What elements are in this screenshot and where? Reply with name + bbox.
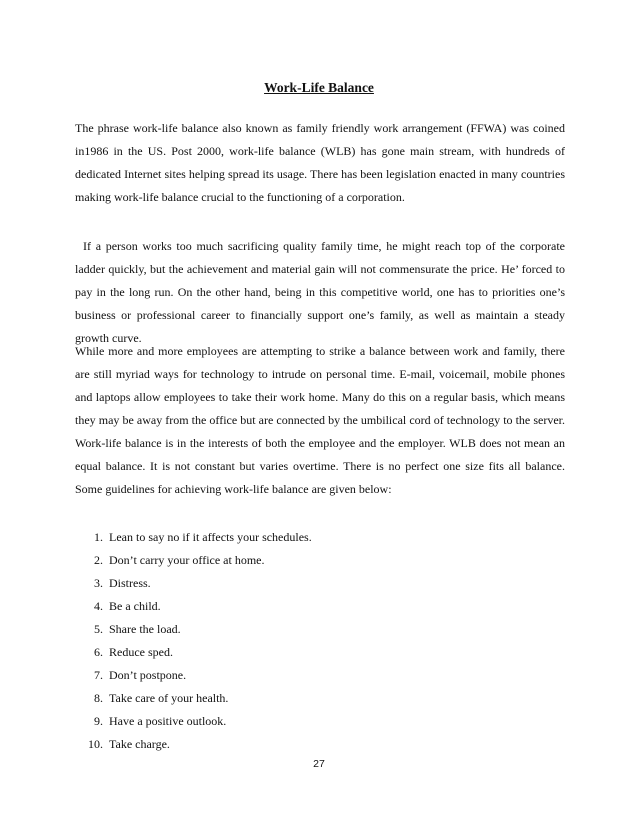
list-item — [79, 526, 479, 549]
paragraph-intro: The phrase work-life balance also known as family friendly work arrangement (FFWA) was coined in1986 in the US. Post 2000, work-life balance (WLB) has gone main stream, with hundreds of dedicated Internet sites helping spread its usage. There has been legislation enacted in many countries making work-life balance crucial to the functioning of a corporation. — [75, 121, 565, 204]
list-item-number: 5. — [94, 622, 103, 636]
list-item-text: Have a positive outlook. — [109, 714, 227, 728]
list-item-number: 10. — [88, 737, 103, 751]
list-item-text: Don’t postpone. — [109, 668, 187, 682]
list-item-number: 7. — [94, 668, 103, 682]
list-item — [79, 664, 479, 687]
list-item-number: 4. — [94, 599, 103, 613]
list-item-text: Don’t carry your office at home. — [109, 553, 265, 567]
list-item-text: Take care of your health. — [109, 691, 229, 705]
list-item — [79, 710, 479, 733]
list-item — [79, 618, 479, 641]
list-item-number: 3. — [94, 576, 103, 590]
list-item — [79, 549, 479, 572]
list-item — [79, 733, 479, 756]
list-item-number: 8. — [94, 691, 103, 705]
list-item-text: Take charge. — [109, 737, 170, 751]
list-item — [79, 641, 479, 664]
paragraph-technology: While more and more employees are attempting to strike a balance between work and family, there are still myriad ways for technology to intrude on personal time. E-mail, voicemail, mobile phones and laptops allow employees to take their work home. Many do this on a regular basis, which means they may be away from the office but are connected by the umbilical cord of technology to the server. Work-life balance is in the interests of both the employee and the employer. WLB does not mean an equal balance. It is not constant but varies overtime. There is no perfect one size fits all balance. Some guidelines for achieving work-life balance are given below: — [75, 344, 565, 496]
list-item — [79, 687, 479, 710]
list-item-number: 2. — [94, 553, 103, 567]
list-item-number: 6. — [94, 645, 103, 659]
list-item-text: Lean to say no if it affects your schedules. — [109, 530, 312, 544]
page-number: 27 — [313, 758, 325, 770]
list-item-text: Distress. — [109, 576, 151, 590]
list-item-text: Reduce sped. — [109, 645, 173, 659]
list-item-number: 1. — [94, 530, 103, 544]
paragraph-overwork: If a person works too much sacrificing quality family time, he might reach top of the corporate ladder quickly, but the achievement and material gain will not commensurate the price. He’ forced to pay in the long run. On the other hand, being in this competitive world, one has to priorities one’s business or professional career to financially support one’s family, as well as maintain a steady growth curve. — [75, 239, 565, 345]
list-item — [79, 595, 479, 618]
guidelines-list — [79, 526, 479, 756]
list-item-text: Share the load. — [109, 622, 181, 636]
list-item-text: Be a child. — [109, 599, 161, 613]
list-item — [79, 572, 479, 595]
list-item-number: 9. — [94, 714, 103, 728]
document-title: Work-Life Balance — [264, 80, 374, 95]
